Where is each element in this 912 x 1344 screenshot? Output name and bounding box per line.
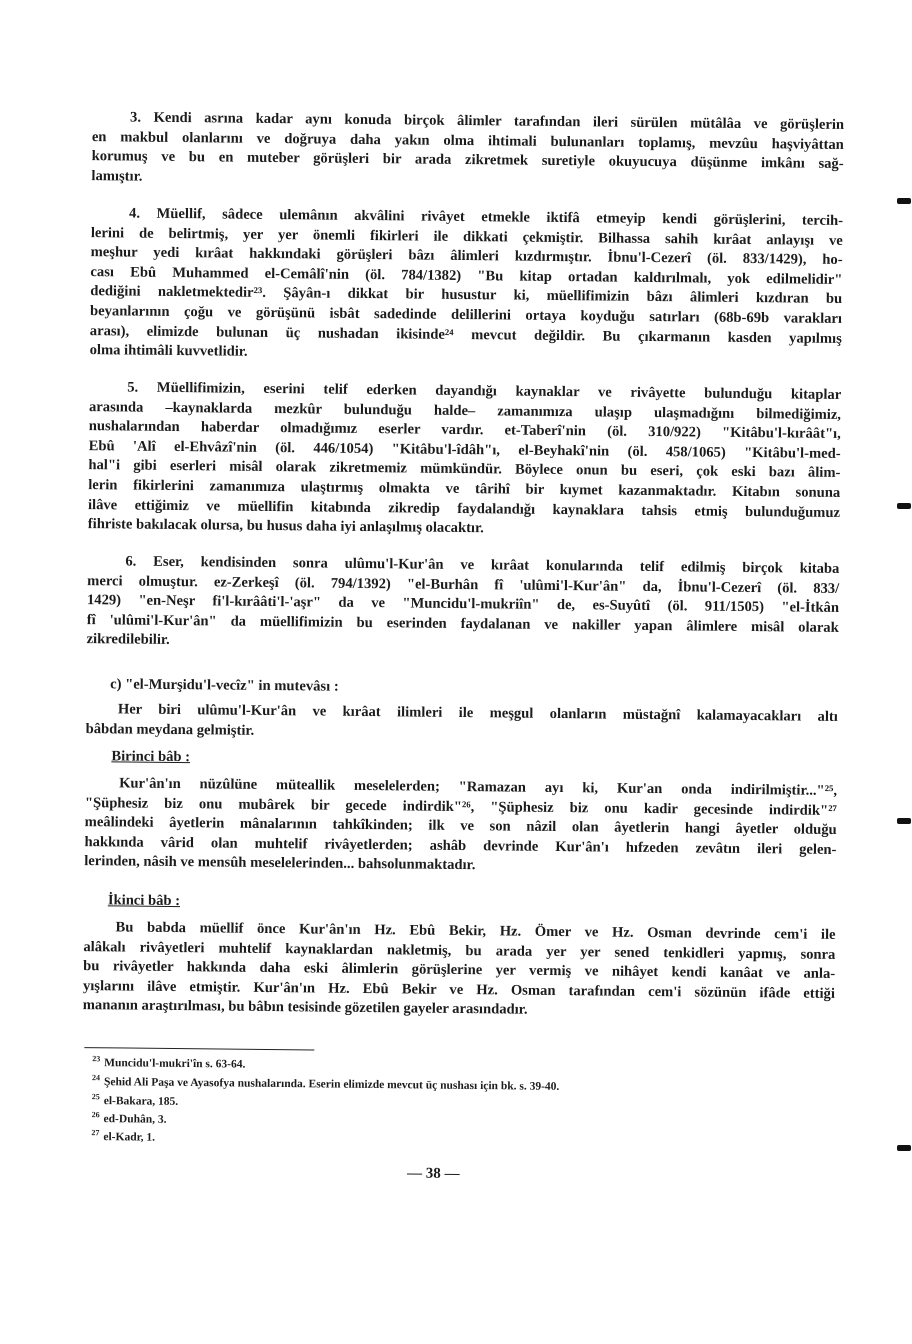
footnote-27: [91, 1126, 155, 1144]
paragraph-5: [88, 378, 842, 543]
text-line: arası), elimizde bulunan üç nushadan ikisinde²⁴ mevcut değildir. Bu çıkarmanın kasden yapılmış: [89, 322, 842, 347]
text-line: fihriste bakılacak olursa, bu husus daha iyi anlaşılmış olacaktır.: [87, 516, 484, 537]
text-line: 4. Müellif, sâdece ulemânın akvâlini rivâyet etmekle iktifâ etmeyip kendi görüşlerini, tercih-: [128, 205, 844, 229]
footnote-divider: [84, 1047, 314, 1050]
footnote-26: [92, 1108, 167, 1127]
paragraph-3: [91, 108, 844, 194]
text-line: nushalarından haberdar olmadığımız eserler vardır. et-Taberî'nin (öl. 310/922) "Kitâbu'l-kırâât"ı,: [88, 418, 841, 443]
text-line: lerini de belirtmiş, yer yer önemli fikirleri ile dikkati çekmiştir. Bilhassa sahih kırâat anlayışı ve: [90, 224, 843, 249]
text-line: beyanlarının çoğu ve görüşünü isbât sadedinde delillerini ortaya koyduğu satırları (68b-69b varakları: [89, 303, 843, 327]
heading-text: İkinci bâb :: [107, 892, 181, 910]
section-heading-c: c) "el-Murşidu'l-vecîz" in mutevâsı :: [110, 676, 339, 695]
paragraph-6: [87, 552, 840, 658]
paragraph-birinci-bab: [84, 774, 837, 880]
footnote-text: el-Bakara, 185.: [103, 1095, 179, 1108]
paragraph-section-c: [86, 700, 838, 747]
heading-text: Birinci bâb :: [111, 748, 191, 766]
footnote-23: [92, 1052, 245, 1071]
text-line: hakkında vârid olan muhtelif rivâyetlerden; ashâb devrinde Kur'ân'ı hıfzeden zevâtın ileri gelen-: [84, 833, 837, 858]
paragraph-ikinci-bab: [83, 918, 836, 1024]
margin-scan-mark: [897, 1145, 911, 1151]
page-number: — 38 —: [406, 1165, 460, 1183]
footnote-text: Muncidu'l-mukri'în s. 63-64.: [104, 1057, 246, 1071]
text-line: 6. Eser, kendisinden sonra ulûmu'l-Kur'ân ve kırâat konularında telif edilmiş birçok kitaba: [125, 553, 840, 577]
text-line: merci olmuştur. ez-Zerkeşî (öl. 794/1392) "el-Burhân fî 'ulûmi'l-Kur'ân" da, İbnu'l-Cezerî (öl. 833/: [87, 572, 840, 597]
text-line: olma ihtimâli kuvvetlidir.: [89, 342, 248, 360]
text-line: meâlindeki âyetlerin mânalarının tahkîkinden; ilk ve son nâzil olan âyetlerin hangi âyetler olduğu: [84, 814, 837, 839]
text-line: korumuş ve bu en muteber görüşleri bir arada zikretmek suretiyle okuyucuya düşünme imkânı sağ-: [91, 148, 844, 173]
footnote-text: el-Kadr, 1.: [103, 1131, 156, 1144]
margin-scan-mark: [897, 198, 911, 204]
text-line: cası Ebû Muhammed el-Cemâlî'nin (öl. 784/1382) "Bu kitap ortadan kaldırılmalı, yok edilmelidir": [90, 263, 843, 288]
footnote-25: [92, 1090, 179, 1109]
footnote-number: 26: [91, 1110, 100, 1120]
text-line: 3. Kendi asrına kadar aynı konuda birçok âlimler tarafından ileri sürülen mütâlâa ve görüşlerin: [129, 109, 845, 133]
footnote-number: 27: [91, 1128, 100, 1138]
text-line: "Şüphesiz biz onu mubârek bir gecede indirdik"²⁶, "Şüphesiz biz onu kadir gecesinde indirdik"²⁷: [84, 794, 837, 819]
text-line: lamıştır.: [91, 167, 143, 185]
text-line: ilâve ettiğimiz ve müellifin kitabında zikredip faydalandığı kaynaklara tahsis etmiş bulunduğumuz: [87, 496, 841, 521]
text-line: yışlarını ilâve etmiştir. Kur'ân'ın Hz. Ebû Bekir ve Hz. Osman tarafından cem'i sözünün ifâde ettiği: [82, 977, 836, 1002]
footnote-number: 23: [92, 1054, 101, 1064]
text-line: dediğini nakletmektedir²³. Şâyân-ı dikkat bir husustur ki, müellifimizin bâzı âlimleri kızdıran bu: [90, 283, 843, 308]
footnote-text: Şehid Ali Paşa ve Ayasofya nushalarında. Eserin elimizde mevcut üç nushası için bk. s. 39-40.: [103, 1076, 560, 1093]
text-line: zikredilebilir.: [86, 631, 170, 649]
text-line: arasında –kaynaklarda mezkûr bulunduğu halde– zamanımıza ulaşıp ulaşmadığını bilmediğimiz,: [88, 398, 842, 423]
text-line: mananın araştırılması, bu bâbın tesisinde gözetilen gayeler arasındadır.: [82, 997, 528, 1019]
text-line: bu rivâyetler hakkında daha eski âlimlerin görüşlerine yer vermiş ve nihâyet kendi kanâat ve anla-: [83, 958, 836, 983]
heading-ikinci-bab: [108, 892, 180, 910]
footnote-text: ed-Duhân, 3.: [103, 1113, 167, 1126]
text-line: 1429) "en-Neşr fi'l-kırââti'l-'aşr" da ve "Muncidu'l-mukriîn" de, es-Suyûtî (öl. 911/1505) "el-İtkân: [86, 592, 840, 617]
text-line: lerinden, nâsih ve mensûh meselelerinden... bahsolunmaktadır.: [84, 853, 476, 874]
text-line: meşhur yedi kırâat hakkındaki görüşleri bâzı âlimleri kızdırmıştır. İbnu'l-Cezerî (öl. 833/1429), ho-: [90, 244, 843, 269]
heading-birinci-bab: [111, 748, 190, 766]
text-line: hal"i gibi eserleri misâl olarak zikretmemiz mümkündür. Böylece onun bu eseri, çok eski bazı âlim-: [88, 457, 841, 482]
margin-scan-mark: [897, 818, 911, 824]
text-line: Her biri ulûmu'l-Kur'ân ve kırâat ilimleri ile meşgul olanların müstağnî kalamayacakları altı: [117, 701, 838, 725]
text-line: Ebû 'Alî el-Ehvâzî'nin (öl. 446/1054) "Kitâbu'l-îdâh"ı, el-Beyhakî'nin (öl. 458/1065) "Kitâbu'l-med-: [88, 437, 841, 462]
text-line: alâkalı rivâyetleri muhtelif kaynaklardan nakletmiş, bu arada yer yer sened tenkidleri yapmış, sonra: [83, 938, 836, 963]
text-line: 5. Müellifimizin, eserini telif ederken dayandığı kaynaklar ve rivâyette bulunduğu kitaplar: [127, 379, 842, 403]
paragraph-4: [90, 204, 844, 369]
text-line: bâbdan meydana gelmiştir.: [85, 720, 255, 739]
text-line: Kur'ân'ın nüzûlüne müteallik meselelerden; "Ramazan ayı ki, Kur'an onda indirilmiştir..."²⁵,: [119, 775, 838, 799]
text-line: en makbul olanlarını ve doğruya daha yakın olma ihtimali bulunanları toplamış, mevzûu haşviyâttan: [91, 128, 844, 153]
text-line: fî 'ulûmi'l-Kur'ân" da müellifimizin bu eserinden faydalanan ve nakiller yapan âlimlere misâl olarak: [86, 611, 839, 636]
text-line: Bu babda müellif önce Kur'ân'ın Hz. Ebû Bekir, Hz. Ömer ve Hz. Osman devrinde cem'i ile: [115, 919, 836, 943]
margin-scan-mark: [897, 503, 911, 509]
text-line: lerin fikirlerini zamanımıza ulaştırmış olmakta ve târihî bir kıymet kazanmaktadır. Kitabın sonuna: [88, 477, 841, 501]
footnote-number: 24: [91, 1073, 101, 1083]
footnote-number: 25: [91, 1092, 100, 1102]
